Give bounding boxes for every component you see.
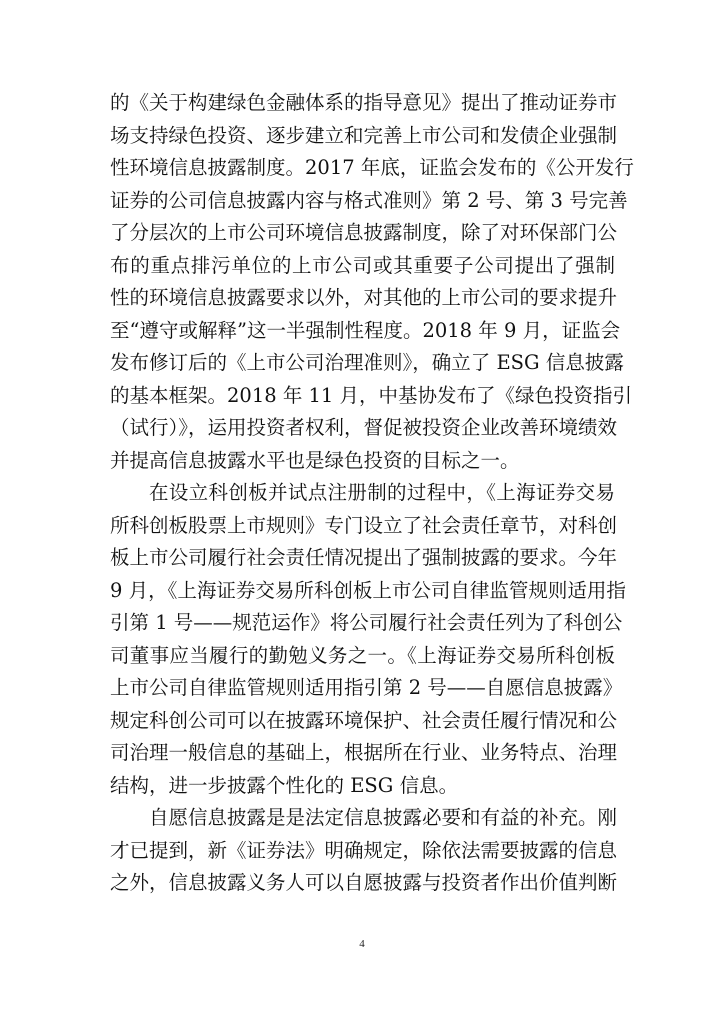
text-line: 的《关于构建绿色金融体系的指导意见》提出了推动证券市 <box>110 91 618 114</box>
text-line: 司治理一般信息的基础上，根据所在行业、业务特点、治理 <box>110 741 618 764</box>
text-line: 之外，信息披露义务人可以自愿披露与投资者作出价值判断 <box>110 871 618 894</box>
text-line: 板上市公司履行社会责任情况提出了强制披露的要求。今年 <box>110 546 618 569</box>
text-line: 性环境信息披露制度。2017 年底，证监会发布的《公开发行 <box>110 156 634 179</box>
page-number: 4 <box>359 938 365 950</box>
text-line: 性的环境信息披露要求以外，对其他的上市公司的要求提升 <box>110 286 618 309</box>
text-line: 布的重点排污单位的上市公司或其重要子公司提出了强制 <box>110 253 615 277</box>
text-line: 才已提到，新《证券法》明确规定，除依法需要披露的信息 <box>110 838 618 862</box>
text-line: 结构，进一步披露个性化的 ESG 信息。 <box>110 773 459 797</box>
text-line: 证券的公司信息披露内容与格式准则》第 2 号、第 3 号完善 <box>110 188 628 212</box>
text-line: （试行）》，运用投资者权利，督促被投资企业改善环境绩效 <box>110 416 618 439</box>
text-line: 上市公司自律监管规则适用指引第 2 号——自愿信息披露》 <box>110 676 623 699</box>
text-line: 场支持绿色投资、逐步建立和完善上市公司和发债企业强制 <box>110 123 618 147</box>
text-line: 发布修订后的《上市公司治理准则》，确立了 ESG 信息披露 <box>110 351 624 374</box>
text-line: 引第 1 号——规范运作》将公司履行社会责任列为了科创公 <box>110 611 623 634</box>
text-line: 在设立科创板并试点注册制的过程中，《上海证券交易 <box>149 481 615 504</box>
paragraph <box>110 802 618 900</box>
body-text <box>110 87 634 900</box>
text-line: 的基本框架。2018 年 11 月，中基协发布了《绿色投资指引 <box>110 383 633 407</box>
text-line: 9 月，《上海证券交易所科创板上市公司自律监管规则适用指 <box>110 578 626 602</box>
text-line: 至“遵守或解释”这一半强制性程度。2018 年 9 月，证监会 <box>110 318 621 342</box>
paragraph <box>110 477 626 802</box>
paragraph <box>110 87 634 477</box>
text-line: 司董事应当履行的勤勉义务之一。《上海证券交易所科创板 <box>110 643 615 667</box>
text-line: 自愿信息披露是是法定信息披露必要和有益的补充。刚 <box>149 806 618 829</box>
text-line: 了分层次的上市公司环境信息披露制度，除了对环保部门公 <box>110 221 618 244</box>
text-line: 规定科创公司可以在披露环境保护、社会责任履行情况和公 <box>110 708 618 732</box>
text-line: 并提高信息披露水平也是绿色投资的目标之一。 <box>110 448 520 472</box>
text-line: 所科创板股票上市规则》专门设立了社会责任章节，对科创 <box>110 513 618 537</box>
